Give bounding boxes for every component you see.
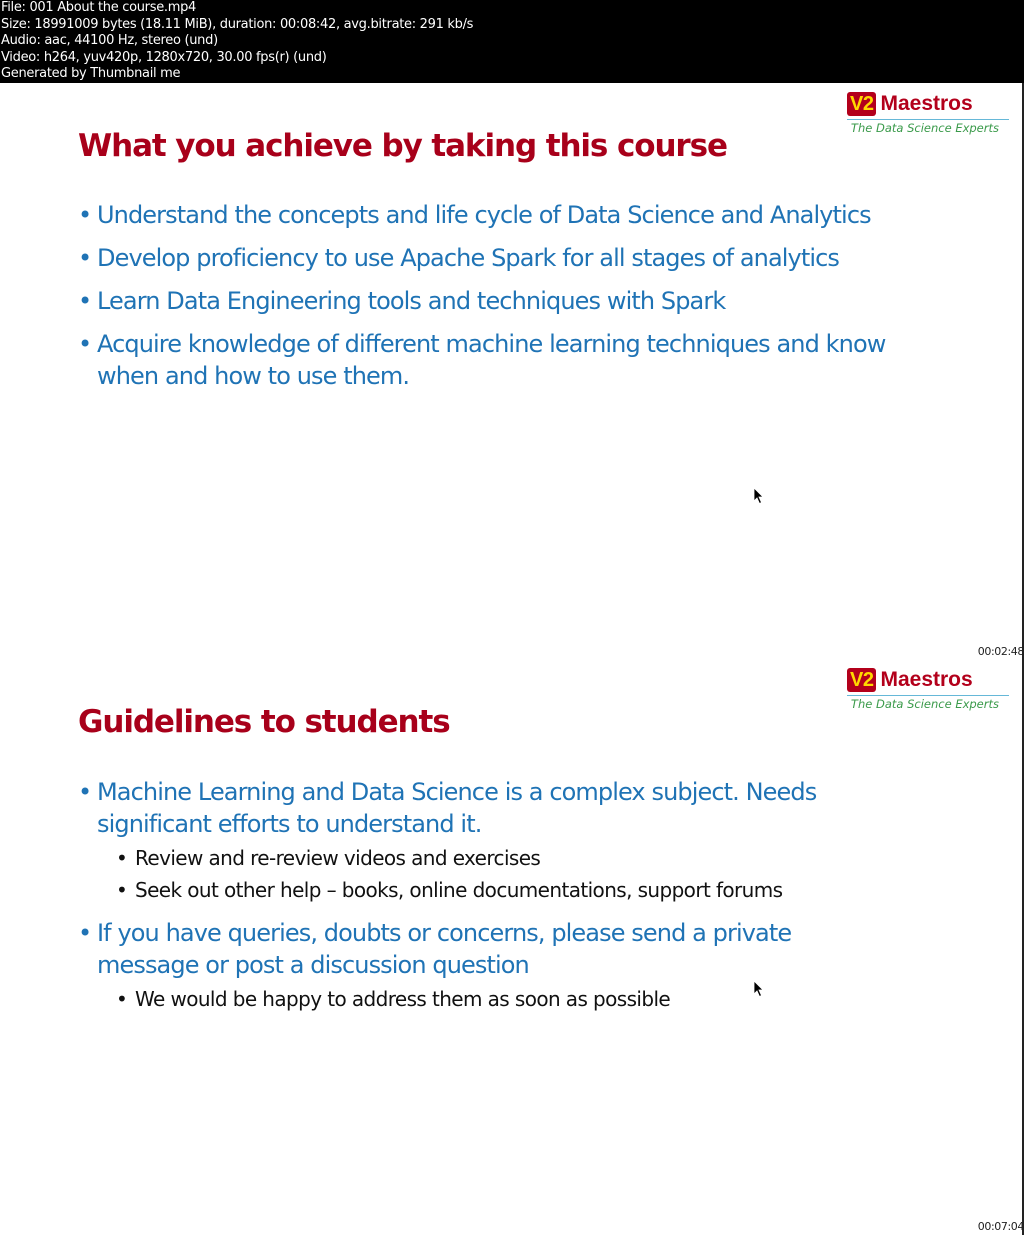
bullet-dot-icon: • [78, 330, 92, 358]
logo-tagline: The Data Science Experts [850, 121, 999, 135]
thumbnail-frame-1 [0, 83, 1024, 659]
logo-name: Maestros [880, 668, 973, 691]
file-size-line: Size: 18991009 bytes (18.11 MiB), duration: 00:08:42, avg.bitrate: 291 kb/s [1, 16, 474, 32]
thumbnail-frame-2 [0, 659, 1024, 1235]
file-name-line: File: 001 About the course.mp4 [1, 0, 197, 15]
bullet-list [78, 199, 948, 403]
bullet-dot-icon: • [78, 244, 92, 272]
v2-maestros-logo [847, 667, 1007, 711]
logo-badge: V2 [847, 668, 876, 692]
slide-title: What you achieve by taking this course [78, 128, 727, 164]
bullet-item: • Acquire knowledge of different machine learning techniques and know when and how to use them. [78, 330, 886, 390]
logo-badge: V2 [847, 92, 876, 116]
bullet-item: • Learn Data Engineering tools and techniques with Spark [78, 287, 726, 315]
sub-bullet-item: • Review and re-review videos and exercises [116, 842, 887, 874]
video-info-header [0, 0, 1024, 83]
bullet-dot-icon: • [78, 778, 92, 806]
sub-bullet-item: • We would be happy to address them as soon as possible [116, 983, 877, 1015]
audio-info-line: Audio: aac, 44100 Hz, stereo (und) [1, 33, 218, 48]
bullet-item: • Understand the concepts and life cycle of Data Science and Analytics [78, 201, 871, 229]
bullet-dot-icon: • [78, 919, 92, 947]
slide-title: Guidelines to students [78, 704, 450, 740]
bullet-dot-icon: • [78, 287, 92, 315]
sub-bullet-item: • Seek out other help – books, online documentations, support forums [116, 874, 887, 906]
bullet-dot-icon: • [78, 201, 92, 229]
bullet-item: • Develop proficiency to use Apache Spark for all stages of analytics [78, 244, 840, 272]
mouse-cursor-icon [753, 980, 765, 998]
bullet-item: • If you have queries, doubts or concerns, please send a private message or post a discussion question • We would be happy to address them as soon as possible [78, 917, 877, 1015]
logo-name: Maestros [880, 92, 973, 115]
sub-bullet-list [78, 842, 887, 906]
bullet-dot-icon: • [116, 846, 128, 870]
bullet-list [78, 776, 948, 1026]
generator-line: Generated by Thumbnail me [1, 66, 181, 81]
bullet-dot-icon: • [116, 987, 128, 1011]
bullet-dot-icon: • [116, 878, 128, 902]
logo-tagline: The Data Science Experts [850, 697, 999, 711]
frame-timestamp: 00:02:48 [977, 645, 1024, 658]
logo-divider [847, 695, 1009, 696]
v2-maestros-logo [847, 91, 1007, 135]
frame-timestamp: 00:07:04 [977, 1220, 1024, 1233]
mouse-cursor-icon [753, 487, 765, 505]
bullet-item: • Machine Learning and Data Science is a complex subject. Needs significant efforts to understand it. • Review and re-review videos and exercises • Seek out other help – books, online documentations, support forums [78, 776, 887, 906]
video-info-line: Video: h264, yuv420p, 1280x720, 30.00 fps(r) (und) [1, 49, 327, 65]
logo-divider [847, 119, 1009, 120]
